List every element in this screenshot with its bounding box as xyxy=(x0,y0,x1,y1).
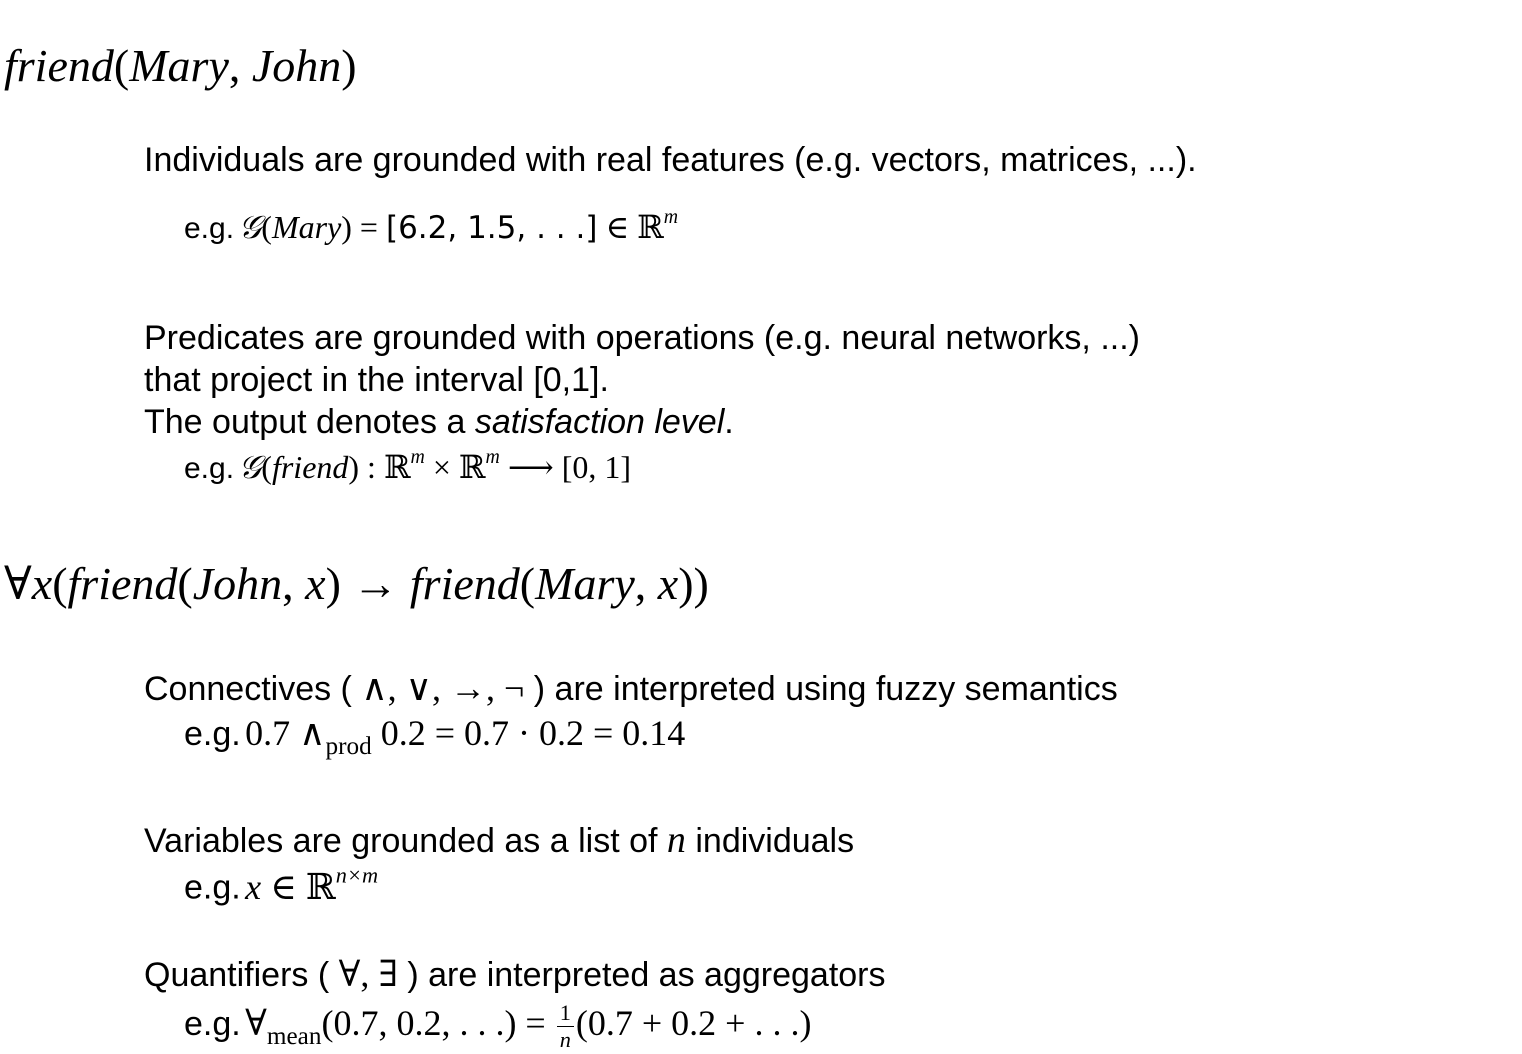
predicates-line-2: that project in the interval [0,1]. xyxy=(144,361,609,399)
eg-label: e.g. xyxy=(184,715,241,753)
eg-label: e.g. xyxy=(184,451,235,485)
eg-label: e.g. xyxy=(184,211,235,245)
predicates-line-1: Predicates are grounded with operations (e.g. neural networks, ...) xyxy=(144,319,1140,357)
forall-symbol: ∀ xyxy=(245,1003,267,1044)
fraction-one-over-n: $\frac{1}{n}$ xyxy=(557,1002,574,1052)
satisfaction-level-term: satisfaction level xyxy=(474,403,725,441)
connective-symbols: ∧, ∨, →, ¬ xyxy=(361,668,525,708)
individuals-description: Individuals are grounded with real features (e.g. vectors, matrices, ...). xyxy=(144,141,1197,179)
formula-forall-friend: ∀x(friend(John, x) → friend(Mary, x)) xyxy=(4,558,709,609)
grounding-symbol: 𝒢 xyxy=(238,208,262,245)
quantifiers-example: e.g. $\forall_{mean}(0.7$, 0.2, . . .) = $\frac{1}{n}$ (0.7 + 0.2 + . . .) xyxy=(184,1000,812,1053)
grounding-symbol: 𝒢 xyxy=(238,448,262,485)
eg-label: e.g. xyxy=(184,868,241,907)
reals-symbol: ℝ xyxy=(637,207,664,246)
feature-vector: [6.2, 1.5, . . .] xyxy=(385,209,598,246)
predicates-example: e.g. 𝒢(friend) : ℝ$^m$ × ℝ$^m$ ⟶ [0, 1] xyxy=(184,446,632,486)
connectives-example: e.g. 0.7 $\wedge_{prod}$ 0.2 = 0.7 · 0.2 = 0.14 xyxy=(184,713,686,760)
variables-example: e.g. x ∈ ℝ$^{n\times m}$ xyxy=(184,862,379,908)
forall-symbol: ∀ xyxy=(4,558,32,609)
predicate-name: friend xyxy=(4,40,114,91)
argument-mary: Mary xyxy=(129,40,229,91)
argument-john: John xyxy=(251,40,342,91)
formula-friend-mary-john: friend(Mary, John) xyxy=(4,40,357,91)
individuals-example: e.g. 𝒢(Mary) = [6.2, 1.5, . . .] ∈ ℝ$^m$ xyxy=(184,206,679,246)
implies-symbol: → xyxy=(340,558,410,609)
quantifiers-description: Quantifiers ( ∀, ∃ ) are interpreted as aggregators xyxy=(144,954,886,994)
connectives-description: Connectives ( ∧, ∨, →, ¬ ) are interpreted using fuzzy semantics xyxy=(144,668,1118,708)
eg-label: e.g. xyxy=(184,1005,241,1044)
variables-description: Variables are grounded as a list of n individuals xyxy=(144,819,855,861)
predicates-line-3: The output denotes a satisfaction level. xyxy=(144,403,734,441)
quantifier-symbols: ∀, ∃ xyxy=(338,954,398,994)
unit-interval: [0, 1] xyxy=(561,448,632,485)
